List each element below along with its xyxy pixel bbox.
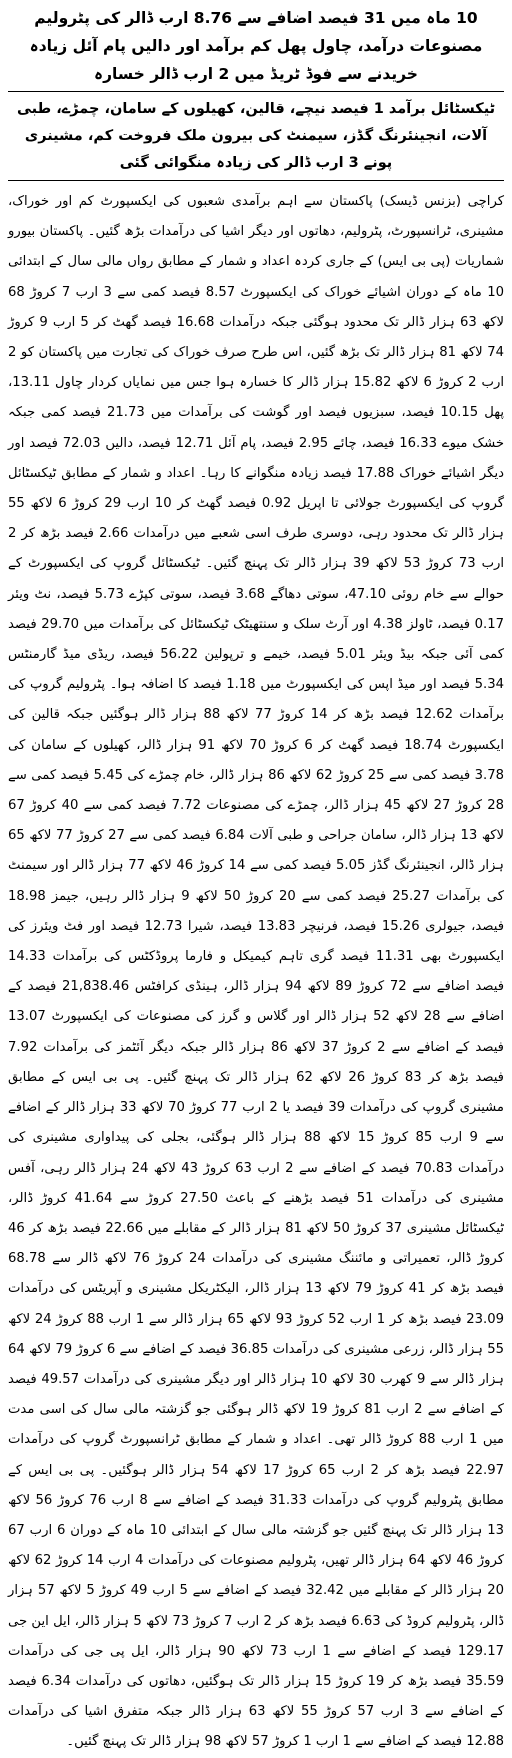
subhead-divider — [8, 180, 504, 181]
article-body: کراچی (بزنس ڈیسک) پاکستان سے اہم برآمدی شعبوں کی ایکسپورٹ کم اور خوراک، مشینری، ٹرانسپورٹ، پٹرولیم، دھاتوں اور دیگر اشیا کی درآمدات بڑھ گئیں۔ پاکستان بیورو شماریات (پی بی ایس) کے جاری کردہ اعداد و شمار کے مطابق رواں مالی سال کے ابتدائی 10 ماہ کے دوران اشیائے خوراک کی ایکسپورٹ 8.57 فیصد کمی سے 3 ارب 7 کروڑ 68 لاکھ 63 ہزار ڈالر تک محدود ہوگئی جبکہ درآمدات 16.68 فیصد گھٹ کر 5 ارب 9 کروڑ 74 لاکھ 81 ہزار ڈالر تک بڑھ گئیں، اس طرح صرف خوراک کی تجارت میں پاکستان کو 2 ارب 2 کروڑ 6 لاکھ 15.82 ہزار ڈالر کا خسارہ ہوا جس میں نمایاں کردار چاول 13.11، پھل 10.15 فیصد، سبزیوں فیصد اور گوشت کی برآمدات میں 21.73 فیصد کمی جبکہ خشک میوے 16.33 فیصد، چائے 2.95 فیصد، پام آئل 12.71 فیصد، دالیں 72.03 فیصد اور دیگر اشیائے خوراک 17.88 فیصد زیادہ منگوانے کا رہا۔ اعداد و شمار کے مطابق ٹیکسٹائل گروپ کی ایکسپورٹ جولائی تا اپریل 0.92 فیصد گھٹ کر 10 ارب 29 کروڑ 6 لاکھ 55 ہزار ڈالر تک محدود رہی، دوسری طرف اسی شعبے میں درآمدات 2.66 فیصد بڑھ کر 2 ارب 73 کروڑ 53 لاکھ 39 ہزار ڈالر تک پہنچ گئیں۔ ٹیکسٹائل گروپ کی ایکسپورٹ کے حوالے سے خام روئی 47.10، سوتی دھاگے 3.68 فیصد، سوتی کپڑے 5.73 فیصد، نٹ ویئر 0.17 فیصد، ٹاولز 4.38 اور آرٹ سلک و سنتھیٹک ٹیکسٹائل کی برآمدات میں 29.70 فیصد کمی آئی جبکہ بیڈ ویئر 5.01 فیصد، خیمے و ترپولین 56.22 فیصد، ریڈی میڈ گارمنٹس 5.34 فیصد اور میڈ اپس کی ایکسپورٹ میں 1.18 فیصد کا اضافہ ہوا۔ پٹرولیم گروپ کی برآمدات 12.62 فیصد بڑھ کر 14 کروڑ 77 لاکھ 88 ہزار ڈالر ہوگئیں جبکہ قالین کی ایکسپورٹ 18.74 فیصد گھٹ کر 6 کروڑ 70 لاکھ 91 ہزار ڈالر، کھیلوں کے سامان کی 3.78 فیصد کمی سے 25 کروڑ 62 لاکھ 86 ہزار ڈالر، خام چمڑے کی 5.45 فیصد کمی سے 28 کروڑ 27 لاکھ 45 ہزار ڈالر، چمڑے کی مصنوعات 7.72 فیصد کمی سے 40 کروڑ 67 لاکھ 13 ہزار ڈالر، سامان جراحی و طبی آلات 6.84 فیصد کمی سے 27 کروڑ 77 لاکھ 65 ہزار ڈالر، انجینئرنگ گڈز 5.05 فیصد کمی سے 14 کروڑ 46 لاکھ 77 ہزار ڈالر اور سیمنٹ کی برآمدات 25.27 فیصد کمی سے 20 کروڑ 50 لاکھ 9 ہزار ڈالر رہیں، جیمز 18.98 فیصد، جیولری 15.26 فیصد، فرنیچر 13.83 فیصد، شیرا 12.73 فیصد اور فٹ ویئرز کی ایکسپورٹ بھی 11.31 فیصد گری تاہم کیمیکل و فارما پروڈکٹس کی برآمدات 14.33 فیصد اضافے سے 72 کروڑ 89 لاکھ 94 ہزار ڈالر، ہینڈی کرافٹس 21,838.46 فیصد کے اضافے سے 28 لاکھ 52 ہزار ڈالر اور گلاس و گرز کی مصنوعات کی ایکسپورٹ 13.07 فیصد کے اضافے سے 2 کروڑ 37 لاکھ 86 ہزار ڈالر جبکہ دیگر آئٹمز کی برآمدات 7.92 فیصد بڑھ کر 83 کروڑ 26 لاکھ 62 ہزار ڈالر تک پہنچ گئیں۔ پی بی ایس کے مطابق مشینری گروپ کی درآمدات 39 فیصد یا 2 ارب 77 کروڑ 70 لاکھ 33 ہزار ڈالر کے اضافے سے 9 ارب 85 کروڑ 15 لاکھ 88 ہزار ڈالر ہوگئی، بجلی کی پیداواری مشینری کی درآمدات 70.83 فیصد کے اضافے سے 2 ارب 63 کروڑ 43 لاکھ 24 ہزار ڈالر رہی، آفس مشینری کی درآمدات 51 فیصد بڑھنے کے باعث 27.50 کروڑ سے 41.64 کروڑ ڈالر، ٹیکسٹائل مشینری 37 کروڑ 50 لاکھ 81 ہزار ڈالر کے مقابلے میں 22.66 فیصد بڑھ کر 46 کروڑ ڈالر، تعمیراتی و مائننگ مشینری کی درآمدات 24 کروڑ 76 لاکھ ڈالر سے 68.78 فیصد بڑھ کر 41 کروڑ 79 لاکھ 13 ہزار ڈالر، الیکٹریکل مشینری و آپریٹس کی درآمدات 23.09 فیصد بڑھ کر 1 ارب 52 کروڑ 93 لاکھ 65 ہزار ڈالر سے 1 ارب 88 کروڑ 24 لاکھ 55 ہزار ڈالر، زرعی مشینری کی درآمدات 36.85 فیصد کے اضافے سے 6 کروڑ 79 لاکھ 64 ہزار ڈالر سے 9 کھرب 30 لاکھ 10 ہزار ڈالر اور دیگر مشینری کی درآمدات 49.57 فیصد کے اضافے سے 2 ارب 81 کروڑ 19 لاکھ ڈالر ہوگئی جو گزشتہ مالی سال کی اسی مدت میں 1 ارب 88 کروڑ ڈالر تھی۔ اعداد و شمار کے مطابق ٹرانسپورٹ گروپ کی درآمدات 22.97 فیصد بڑھ کر 2 ارب 65 کروڑ 17 لاکھ 54 ہزار ڈالر ہوگئیں۔ پی بی ایس کے مطابق پٹرولیم گروپ کی درآمدات 31.33 فیصد کے اضافے سے 8 ارب 76 کروڑ 56 لاکھ 13 ہزار ڈالر تک پہنچ گئیں جو گزشتہ مالی سال کے ابتدائی 10 ماہ کے دوران 6 ارب 67 کروڑ 46 لاکھ 64 ہزار ڈالر تھیں، پٹرولیم مصنوعات کی درآمدات 4 ارب 14 کروڑ 62 لاکھ 20 ہزار ڈالر کے مقابلے میں 32.42 فیصد کے اضافے سے 5 ارب 49 کروڑ 5 لاکھ 57 ہزار ڈالر، پٹرولیم کروڈ کی 6.63 فیصد بڑھ کر 2 ارب 7 کروڑ 73 لاکھ 5 ہزار ڈالر، ایل این جی 129.17 فیصد کے اضافے سے 1 ارب 73 لاکھ 90 ہزار ڈالر، ایل پی جی کی درآمدات 35.59 فیصد بڑھ کر 19 کروڑ 15 ہزار ڈالر تک ہوگئیں، دھاتوں کی درآمدات 6.34 فیصد کے اضافے سے 3 ارب 57 کروڑ 55 لاکھ 63 ہزار ڈالر جبکہ متفرق اشیا کی درآمدات 12.88 فیصد کے اضافے سے 1 ارب 1 کروڑ 57 لاکھ 98 ہزار ڈالر تک پہنچ گئیں۔ — [8, 194, 505, 1750]
article-headline: 10 ماہ میں 31 فیصد اضافے سے 8.76 ارب ڈالر کی پٹرولیم مصنوعات درآمد، چاول پھل کم برآمد اور دالیں پام آئل زیادہ خریدنے سے فوڈ ٹریڈ میں 2 ارب ڈالر خسارہ — [29, 9, 483, 83]
headline-divider — [8, 91, 504, 92]
article-subheadline: ٹیکسٹائل برآمد 1 فیصد نیچے، قالین، کھیلوں کے سامان، چمڑے، طبی آلات، انجینئرنگ گڈز، سیمنٹ کی بیرون ملک فروخت کم، مشینری پونے 3 ارب ڈالر کی زیادہ منگوائی گئی — [16, 101, 496, 171]
